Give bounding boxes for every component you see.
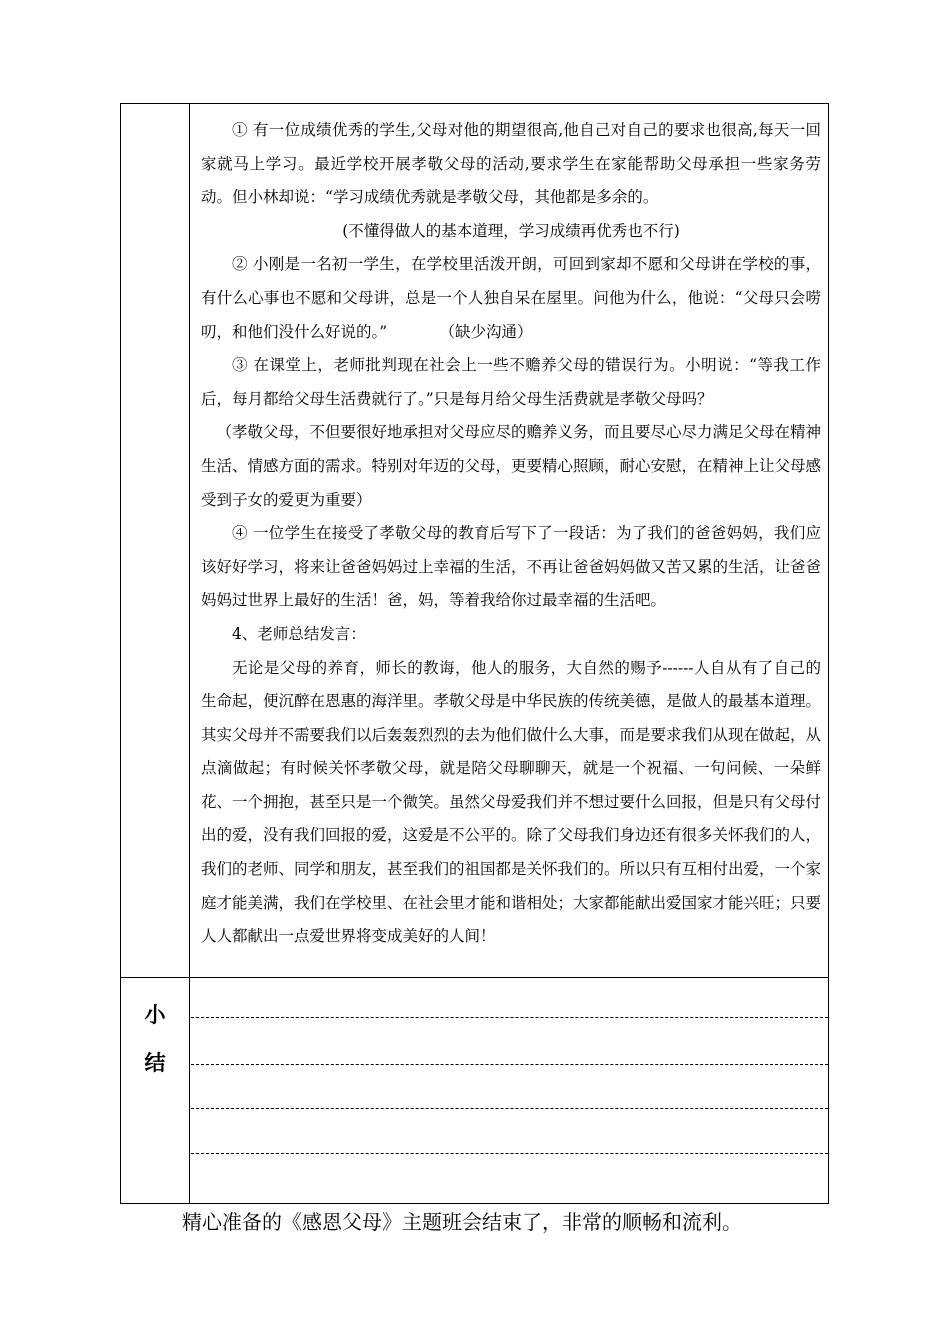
row-divider <box>121 977 828 978</box>
step-4-title: 4、老师总结发言： <box>232 624 366 643</box>
summary-blank-line <box>191 1153 828 1154</box>
summary-label-1: 小 <box>144 1003 166 1027</box>
summary-blank-line <box>191 1108 828 1109</box>
summary-blank-line <box>191 1064 828 1065</box>
summary-label-2: 结 <box>144 1051 166 1075</box>
teacher-summary-speech: 无论是父母的养育，师长的教诲，他人的服务，大自然的赐予------人自从有了自己的生命起，便沉醉在恩惠的海洋里。孝敬父母是中华民族的传统美德，是做人的最基本道理。其实父母并不需要我们以后轰轰烈烈的去为他们做什么大事，而是要求我们从现在做起，从点滴做起；有时候关怀孝敬父母，就是陪父母聊聊天，就是一个祝福、一句问候、一朵鲜花、一个拥抱，甚至只是一个微笑。虽然父母爱我们并不想过要什么回报，但是只有父母付出的爱，没有我们回报的爱，这爱是不公平的。除了父母我们身边还有很多关怀我们的人，我们的老师、同学和朋友，甚至我们的祖国都是关怀我们的。所以只有互相付出爱，一个家庭才能美满，我们在学校里、在社会里才能和谐相处；大家都能献出爱国家才能兴旺；只要人人都献出一点爱世界将变成美好的人间！ <box>201 658 822 946</box>
case-2-answer: （缺少沟通） <box>447 322 533 341</box>
footer-closing-text: 精心准备的《感恩父母》主题班会结束了，非常的顺畅和流利。 <box>182 1210 742 1234</box>
summary-blank-line <box>191 1017 828 1018</box>
case-1: ① 有一位成绩优秀的学生,父母对他的期望很高,他自己对自己的要求也很高,每天一回家就马上学习。最近学校开展孝敬父母的活动,要求学生在家能帮助父母承担一些家务劳动。但小林却说：“学习成绩优秀就是孝敬父母，其他都是多余的。 <box>201 121 821 207</box>
lesson-table <box>120 103 829 1204</box>
case-1-answer: (不懂得做人的基本道理，学习成绩再优秀也不行) <box>342 221 680 240</box>
case-2 <box>201 248 821 349</box>
lesson-content-cell <box>201 114 821 954</box>
case-3: ③ 在课堂上，老师批判现在社会上一些不赡养父母的错误行为。小明说：“等我工作后，每月都给父母生活费就行了。”只是每月给父母生活费就是孝敬父母吗？ <box>201 356 821 408</box>
case-3-answer: （孝敬父母，不但要很好地承担对父母应尽的赡养义务，而且要尽心尽力满足父母在精神生活、情感方面的需求。特别对年迈的父母，更要精心照顾，耐心安慰，在精神上让父母感受到子女的爱更为重要） <box>201 423 822 509</box>
case-2-text: ② 小刚是一名初一学生，在学校里活泼开朗，可回到家却不愿和父母讲在学校的事，有什么心事也不愿和父母讲，总是一个人独自呆在屋里。问他为什么，他说：“父母只会唠叨，和他们没什么好说的。” <box>201 255 821 341</box>
column-divider <box>189 104 190 1203</box>
case-4: ④ 一位学生在接受了孝敬父母的教育后写下了一段话：为了我们的爸爸妈妈，我们应该好好学习，将来让爸爸妈妈过上幸福的生活，不再让爸爸妈妈做又苦又累的生活，让爸爸妈妈过世界上最好的生活！爸，妈，等着我给你过最幸福的生活吧。 <box>201 524 822 610</box>
